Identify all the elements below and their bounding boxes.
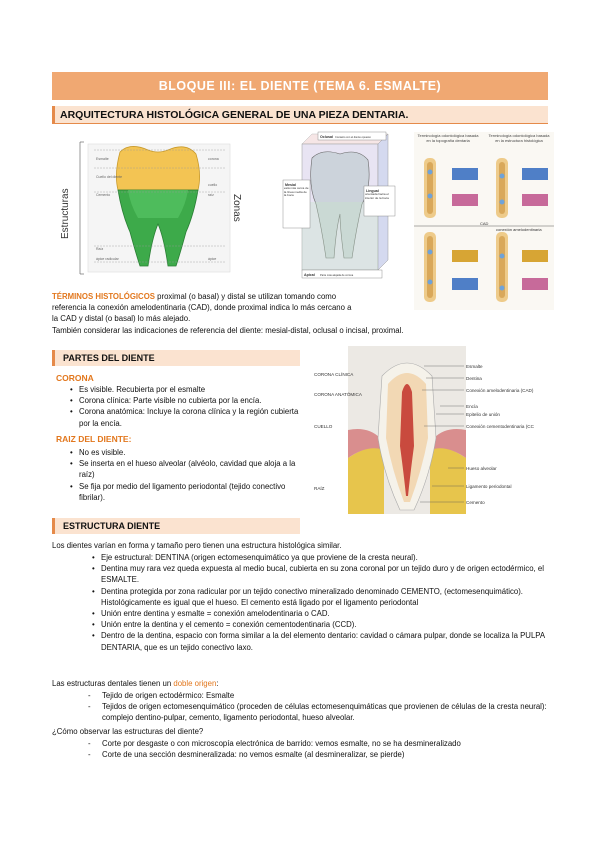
- lingual-label: Lingual: [366, 189, 379, 193]
- fig4-label-left-0: CORONA CLÍNICA: [314, 372, 354, 377]
- raiz-title: RAIZ DEL DIENTE:: [56, 434, 132, 444]
- page-title: BLOQUE III: EL DIENTE (TEMA 6. ESMALTE): [52, 72, 548, 100]
- fig4-label-right-7: Ligamento periodontal: [466, 484, 512, 489]
- list-item: - Tejido de origen ectodérmico: Esmalte: [84, 690, 548, 701]
- svg-text:cuello: cuello: [208, 183, 218, 187]
- tooth-structures-figure: [58, 134, 276, 284]
- fig4-label-left-1: CORONA ANATÓMICA: [314, 392, 362, 397]
- svg-text:corona: corona: [208, 157, 219, 161]
- mesial-desc: está más cerca de la línea media de la boca: [284, 187, 309, 198]
- fig4-label-right-0: Esmalte: [466, 364, 483, 369]
- fig4-label-right-2: Conexión amelodentinaria (CAD): [466, 388, 534, 393]
- list-item: • Dentina protegida por zona radicular por un tejido conectivo mineralizado denominado CEMENTO, (ectomesenquimático). Histológicamente es igual que el hueso. El cemento está ligado por el ligamento periodontal: [92, 586, 548, 608]
- svg-text:raíz: raíz: [208, 193, 214, 197]
- fig4-label-right-1: Dentina: [466, 376, 482, 381]
- terminos-line-4: También considerar las indicaciones de referencia del diente: mesial-distal, oclusal o incisal, proximal.: [52, 325, 404, 335]
- svg-text:ápice radicular: ápice radicular: [96, 257, 119, 261]
- tooth-orientation-figure: [282, 130, 396, 280]
- fig4-label-left-3: RAÍZ: [314, 486, 325, 491]
- list-item: • Dentro de la dentina, espacio con forma similar a la del elemento dentario: cavidad o cámara pulpar, donde se localiza la PULPA DENTARIA, que es un tejido conectivo laxo.: [92, 630, 548, 652]
- list-item: - Corte por desgaste o con microscopía electrónica de barrido: vemos esmalte, no se ha desmineralizado: [84, 738, 548, 749]
- list-item: • Eje estructural: DENTINA (origen ectomesenquimático ya que proviene de la cresta neural).: [92, 552, 548, 563]
- svg-text:Raíz: Raíz: [96, 247, 104, 251]
- doble-suffix: :: [216, 679, 219, 688]
- list-item: - Corte de una sección desmineralizada: no vemos esmalte (al desmineralizar, se pierde): [84, 749, 548, 760]
- apical-label: Apical: [304, 273, 315, 277]
- terminos-line-3: la CAD y distal (o basal) lo más alejado.: [52, 314, 191, 324]
- pregunta-line: ¿Cómo observar las estructuras del diente?: [52, 727, 204, 736]
- corona-list: [70, 384, 302, 429]
- svg-text:ápice: ápice: [208, 257, 217, 261]
- doble-prefix: Las estructuras dentales tienen un: [52, 679, 172, 688]
- fig4-label-right-8: Cemento: [466, 500, 485, 505]
- svg-text:Cemento: Cemento: [96, 193, 111, 197]
- oclusal-desc: Contacto con el diente opuesto: [335, 136, 371, 139]
- estructura-heading: ESTRUCTURA DIENTE: [52, 518, 300, 534]
- observar-list: [84, 738, 548, 760]
- list-item: • Unión entre dentina y esmalte = conexión amelodentinaria o CAD.: [92, 608, 548, 619]
- list-item: • Corona anatómica: Incluye la corona clínica y la región cubierta por la encía.: [70, 406, 302, 428]
- doble-origen-word: doble origen: [173, 679, 217, 688]
- cad-label: CAD: [480, 221, 489, 226]
- fig4-label-right-6: Hueso alveolar: [466, 466, 497, 471]
- zones-label: Zonas: [231, 194, 242, 222]
- terminos-paragraph: [52, 291, 552, 336]
- raiz-list: [70, 447, 302, 503]
- mesial-label: Mesial: [285, 183, 296, 187]
- estructura-list: [92, 552, 548, 653]
- lingual-desc: orientada hacia el interior de la boca: [365, 193, 389, 200]
- doble-origen-line: [52, 678, 552, 689]
- histology-caption: Terminología odontológica basada en la estructura histológica: [488, 134, 550, 143]
- topography-caption: Terminología odontológica basada en la topografía dentaria: [417, 134, 479, 143]
- list-item: • Corona clínica: Parte visible no cubierta por la encía.: [70, 395, 302, 406]
- terminos-line-2: referencia la conexión amelodentinaria (CAD), donde proximal indica lo más cercano a: [52, 303, 352, 313]
- list-item: - Tejidos de origen ectomesenquimático (proceden de células ectomesenquimáticas que provienen de células de la cresta neural): complejo dentino-pulpar, cemento, ligamento periodontal, hueso alveolar.: [84, 701, 548, 723]
- list-item: • Se inserta en el hueso alveolar (alvéolo, cavidad que aloja a la raíz): [70, 458, 302, 480]
- origen-list: [84, 690, 548, 724]
- terminology-figure: [414, 132, 554, 310]
- list-item: • Unión entre la dentina y el cemento = conexión cementodentinaria (CCD).: [92, 619, 548, 630]
- fig4-label-right-3: Encía: [466, 404, 478, 409]
- oclusal-label: Oclusal: [320, 135, 333, 139]
- partes-heading: PARTES DEL DIENTE: [52, 350, 300, 366]
- list-item: • Se fija por medio del ligamento periodontal (tejido conectivo fibrilar).: [70, 481, 302, 503]
- fig4-label-left-2: CUELLO: [314, 424, 333, 429]
- apical-desc: Parte más alejada de corona: [320, 274, 354, 277]
- estructura-intro: Los dientes varían en forma y tamaño pero tienen una estructura histológica similar.: [52, 541, 342, 550]
- list-item: • Es visible. Recubierta por el esmalte: [70, 384, 302, 395]
- tooth-section-figure: [312, 346, 534, 514]
- section-subtitle: ARQUITECTURA HISTOLÓGICA GENERAL DE UNA PIEZA DENTARIA.: [52, 106, 548, 124]
- list-item: • No es visible.: [70, 447, 302, 458]
- svg-text:Esmalte: Esmalte: [96, 157, 109, 161]
- svg-text:Cuello del diente: Cuello del diente: [96, 175, 123, 179]
- list-item: • Dentina muy rara vez queda expuesta al medio bucal, cubierta en su zona coronal por un tejido duro y de origen ectodérmico, el ESMALTE.: [92, 563, 548, 585]
- structures-label: Estructuras: [60, 188, 71, 239]
- fig4-label-right-4: Epitelio de unión: [466, 412, 500, 417]
- fig4-label-right-5: Conexión cementodentinaria (CCD): [466, 424, 534, 429]
- terminos-line-1: proximal (o basal) y distal se utilizan tomando como: [157, 292, 337, 301]
- terminos-heading: TÉRMINOS HISTOLÓGICOS: [52, 292, 155, 301]
- corona-title: CORONA: [56, 373, 94, 383]
- cad-caption: conexión amelodentinaria: [496, 227, 542, 232]
